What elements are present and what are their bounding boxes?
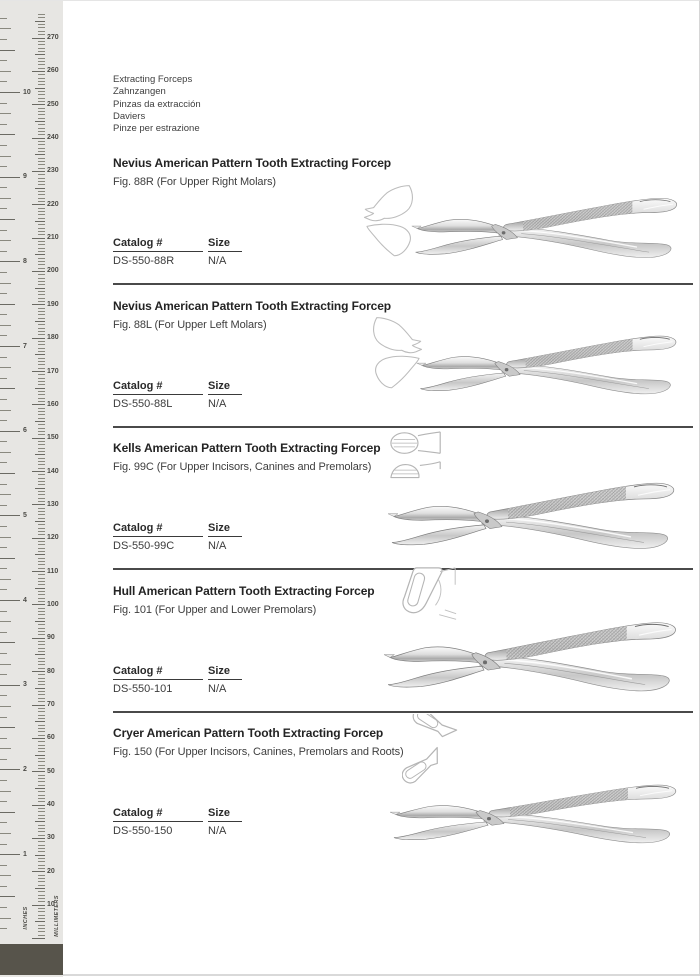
section-divider [113, 283, 693, 285]
intro-line: Daviers [113, 110, 146, 122]
catalog-number: DS-550-150 [113, 825, 173, 837]
ruler-tick [0, 113, 11, 114]
size-value: N/A [208, 255, 227, 267]
size-value: N/A [208, 540, 227, 552]
mm-tick-label: 80 [47, 667, 55, 675]
intro-line: Extracting Forceps [113, 74, 193, 85]
ruler-tick [0, 918, 11, 919]
mm-tick-label: 180 [47, 334, 59, 342]
ruler-tick [32, 905, 45, 906]
mm-tick-label: 140 [47, 467, 59, 475]
mm-tick-label: 220 [47, 200, 59, 208]
spec-table [113, 522, 248, 552]
section-divider [113, 426, 693, 428]
ruler-tick [0, 134, 15, 135]
catalog-number: DS-550-88R [113, 255, 175, 267]
size-header: Size [208, 807, 242, 822]
ruler-tick [0, 103, 7, 104]
intro-line: Pinzas da extracción [113, 98, 201, 110]
ruler-tick [38, 931, 45, 932]
intro-block [113, 74, 201, 135]
inch-tick-label: 6 [23, 427, 27, 435]
ruler-tick [38, 108, 45, 109]
ruler-tick [32, 104, 45, 105]
ruler-tick [38, 27, 45, 28]
ruler-tick [38, 114, 45, 115]
mm-tick-label: 100 [47, 600, 59, 608]
product-title: Nevius American Pattern Tooth Extracting Forcep [113, 156, 392, 170]
product-section [0, 151, 700, 293]
ruler-tick [38, 898, 45, 899]
ruler-tick [32, 71, 45, 72]
mm-tick-label: 150 [47, 434, 59, 442]
section-divider [113, 711, 693, 713]
ruler-tick [38, 78, 45, 79]
ruler-tick [38, 64, 45, 65]
ruler-tick [38, 148, 45, 149]
ruler-tick [38, 68, 45, 69]
ruler-tick [0, 886, 7, 887]
inch-tick-label: 7 [23, 342, 27, 350]
ruler-tick [32, 938, 45, 939]
size-value: N/A [208, 825, 227, 837]
catalog-number: DS-550-101 [113, 682, 173, 695]
inch-tick-label: 5 [23, 511, 27, 519]
product-figure: Fig. 101 (For Upper and Lower Premolars) [113, 603, 317, 616]
mm-tick-label: 210 [47, 234, 59, 242]
intro-line: Zahnzangen [113, 86, 166, 98]
ruler-tick [38, 885, 45, 886]
mm-tick-label: 270 [47, 34, 59, 41]
product-title: Cryer American Pattern Tooth Extracting Forcep [113, 726, 384, 740]
size-header: Size [208, 522, 242, 537]
ruler-tick [38, 124, 45, 125]
ruler-tick [38, 881, 45, 882]
ruler-tick [0, 896, 15, 897]
ruler-tick [35, 888, 45, 889]
mm-tick-label: 120 [47, 534, 59, 542]
ruler-tick [35, 921, 45, 922]
spec-table [113, 807, 248, 837]
mm-tick-label: 20 [47, 867, 55, 875]
ruler-tick [0, 60, 7, 61]
ruler-tick [0, 39, 7, 40]
spec-table [113, 665, 248, 695]
product-section [0, 579, 700, 721]
catalog-header: Catalog # [113, 807, 203, 822]
ruler-tick [32, 871, 45, 872]
ruler-tick [38, 891, 45, 892]
ruler-tick [38, 98, 45, 99]
mm-tick-label: 190 [47, 300, 59, 308]
forcep-photo [415, 327, 687, 405]
ruler-tick [0, 928, 7, 929]
ruler-tick [0, 92, 20, 93]
mm-tick-label: 200 [47, 267, 59, 275]
mm-tick-label: 160 [47, 400, 59, 408]
spec-table [113, 237, 248, 267]
ruler-tick [0, 28, 11, 29]
ruler-tick [38, 24, 45, 25]
ruler-tick [38, 918, 45, 919]
inch-tick-label: 4 [23, 596, 27, 604]
inch-tick-label: 3 [23, 681, 27, 689]
size-header: Size [208, 380, 242, 395]
ruler-tick [0, 907, 7, 908]
catalog-header: Catalog # [113, 380, 203, 395]
forcep-photo [386, 473, 686, 561]
ruler-tick [38, 34, 45, 35]
ruler-tick [38, 44, 45, 45]
ruler-tick [38, 118, 45, 119]
inch-tick-label: 10 [23, 88, 31, 96]
ruler-tick [38, 928, 45, 929]
mm-tick-label: 260 [47, 67, 59, 75]
ruler-tick [35, 54, 45, 55]
product-section [0, 721, 700, 863]
mm-tick-label: 240 [47, 134, 59, 142]
ruler-tick [38, 878, 45, 879]
catalog-number: DS-550-99C [113, 540, 175, 552]
ruler-tick [35, 88, 45, 89]
ruler-tick [32, 138, 45, 139]
ruler-tick [0, 865, 7, 866]
ruler-tick [38, 131, 45, 132]
mm-tick-label: 10 [47, 901, 55, 909]
ruler-tick [38, 31, 45, 32]
catalog-header: Catalog # [113, 665, 203, 680]
product-section [0, 436, 700, 578]
product-figure: Fig. 150 (For Upper Incisors, Canines, Premolars and Roots) [113, 746, 404, 758]
ruler-tick [35, 121, 45, 122]
ruler-tick [38, 101, 45, 102]
product-title: Hull American Pattern Tooth Extracting Forcep [113, 583, 375, 598]
ruler-tick [38, 48, 45, 49]
product-title: Kells American Pattern Tooth Extracting Forcep [113, 441, 381, 455]
ruler-tick [0, 124, 7, 125]
ruler-tick [38, 61, 45, 62]
ruler-tick [38, 17, 45, 18]
ruler-tick [38, 81, 45, 82]
ruler-tick [38, 41, 45, 42]
inch-tick-label: 8 [23, 257, 27, 265]
mm-tick-label: 70 [47, 701, 55, 708]
ruler-tick [38, 74, 45, 75]
ruler-tick [32, 38, 45, 39]
ruler-tick [38, 908, 45, 909]
ruler-tick [0, 18, 7, 19]
catalog-number: DS-550-88L [113, 397, 173, 410]
spec-table [113, 380, 248, 410]
ruler-tick [38, 51, 45, 52]
ruler-tick [38, 895, 45, 896]
forcep-photo [388, 776, 688, 854]
product-figure: Fig. 88R (For Upper Right Molars) [113, 176, 276, 188]
ruler-tick [38, 141, 45, 142]
ruler-tick [38, 84, 45, 85]
ruler-tick [0, 81, 7, 82]
product-figure: Fig. 99C (For Upper Incisors, Canines and Premolars) [113, 461, 372, 473]
ruler-tick [0, 50, 15, 51]
ruler-tick [38, 58, 45, 59]
ruler-inches-label: INCHES [23, 906, 29, 930]
ruler-tick [38, 935, 45, 936]
catalog-header: Catalog # [113, 522, 203, 537]
mm-tick-label: 170 [47, 367, 59, 375]
product-title: Nevius American Pattern Tooth Extracting Forcep [113, 298, 392, 313]
forcep-photo [410, 189, 688, 269]
inch-tick-label: 9 [23, 173, 27, 181]
ruler-tick [38, 875, 45, 876]
mm-tick-label: 250 [47, 100, 59, 108]
ruler-tick [0, 875, 11, 876]
catalog-header: Catalog # [113, 237, 203, 252]
mm-tick-label: 60 [47, 734, 55, 742]
ruler-tick [38, 128, 45, 129]
ruler-millimeters-label: MILLIMETERS [54, 895, 60, 937]
size-value: N/A [208, 682, 227, 695]
size-value: N/A [208, 397, 227, 410]
ruler-tick [38, 915, 45, 916]
mm-tick-label: 90 [47, 634, 55, 642]
mm-tick-label: 30 [47, 834, 55, 842]
ruler-tick [38, 901, 45, 902]
mm-tick-label: 40 [47, 801, 55, 809]
ruler-tick [0, 145, 7, 146]
ruler-footer-block [0, 944, 63, 975]
mm-tick-label: 110 [47, 567, 59, 575]
ruler-tick [38, 911, 45, 912]
intro-line: Pinze per estrazione [113, 123, 200, 135]
ruler-tick [38, 94, 45, 95]
forcep-photo [382, 612, 688, 704]
ruler-tick [38, 144, 45, 145]
ruler-tick [38, 14, 45, 15]
ruler-tick [38, 134, 45, 135]
ruler-tick [38, 868, 45, 869]
ruler-tick [38, 925, 45, 926]
inch-tick-label: 1 [23, 850, 27, 858]
ruler-tick [0, 71, 11, 72]
product-section [0, 294, 700, 436]
mm-tick-label: 130 [47, 500, 59, 508]
inch-tick-label: 2 [23, 765, 27, 773]
mm-tick-label: 50 [47, 767, 55, 775]
ruler-tick [38, 91, 45, 92]
size-header: Size [208, 665, 242, 680]
size-header: Size [208, 237, 242, 252]
product-figure: Fig. 88L (For Upper Left Molars) [113, 318, 267, 331]
ruler-tick [35, 21, 45, 22]
mm-tick-label: 230 [47, 167, 59, 175]
ruler-tick [38, 111, 45, 112]
ruler-tick [38, 865, 45, 866]
